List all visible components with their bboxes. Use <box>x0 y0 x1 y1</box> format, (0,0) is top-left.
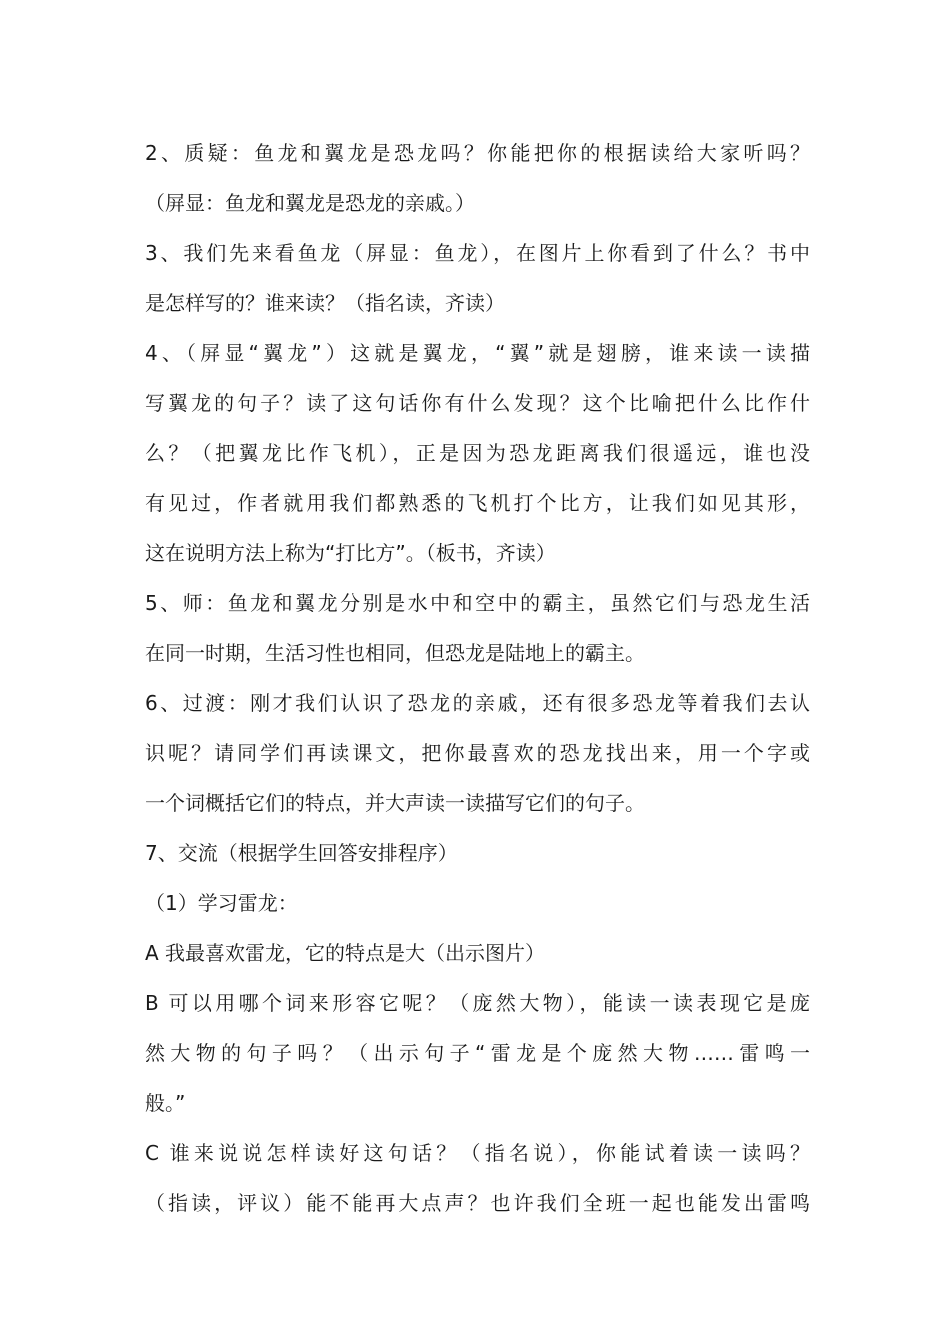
text-line: 写翼龙的句子？读了这句话你有什么发现？这个比喻把什么比作什 <box>145 391 810 415</box>
text-line: 这在说明方法上称为“打比方”。（板书，齐读） <box>145 541 556 565</box>
text-line: （指读，评议）能不能再大点声？也许我们全班一起也能发出雷鸣 <box>145 1191 810 1215</box>
text-line: 3、我们先来看鱼龙（屏显：鱼龙），在图片上你看到了什么？书中 <box>145 241 810 265</box>
text-line: 6、过渡：刚才我们认识了恐龙的亲戚，还有很多恐龙等着我们去认 <box>145 691 810 715</box>
document-body <box>145 128 810 1228</box>
text-line: 般。” <box>145 1091 186 1115</box>
text-line: 么？（把翼龙比作飞机），正是因为恐龙距离我们很遥远，谁也没 <box>145 441 810 465</box>
text-line: 5、师：鱼龙和翼龙分别是水中和空中的霸主，虽然它们与恐龙生活 <box>145 591 810 615</box>
text-line: 一个词概括它们的特点，并大声读一读描写它们的句子。 <box>145 791 645 815</box>
text-line: 识呢？请同学们再读课文，把你最喜欢的恐龙找出来，用一个字或 <box>145 741 810 765</box>
text-line: 是怎样写的？谁来读？（指名读，齐读） <box>145 291 505 315</box>
text-line: 4、（屏显“翼龙”）这就是翼龙，“翼”就是翅膀，谁来读一读描 <box>145 341 810 365</box>
text-line: （1）学习雷龙： <box>145 891 298 915</box>
text-line: 7、交流（根据学生回答安排程序） <box>145 841 458 865</box>
text-line: （屏显：鱼龙和翼龙是恐龙的亲戚。） <box>145 191 475 215</box>
text-line: 2、质疑：鱼龙和翼龙是恐龙吗？你能把你的根据读给大家听吗？ <box>145 141 810 165</box>
text-line: 有见过，作者就用我们都熟悉的飞机打个比方，让我们如见其形， <box>145 491 810 515</box>
text-line: B 可以用哪个词来形容它呢？（庞然大物），能读一读表现它是庞 <box>145 991 810 1015</box>
text-line: 在同一时期，生活习性也相同，但恐龙是陆地上的霸主。 <box>145 641 645 665</box>
text-line: A 我最喜欢雷龙，它的特点是大（出示图片） <box>145 941 546 965</box>
text-line: 然大物的句子吗？（出示句子“雷龙是个庞然大物……雷鸣一 <box>145 1041 810 1065</box>
text-line: C 谁来说说怎样读好这句话？（指名说），你能试着读一读吗？ <box>145 1141 810 1165</box>
